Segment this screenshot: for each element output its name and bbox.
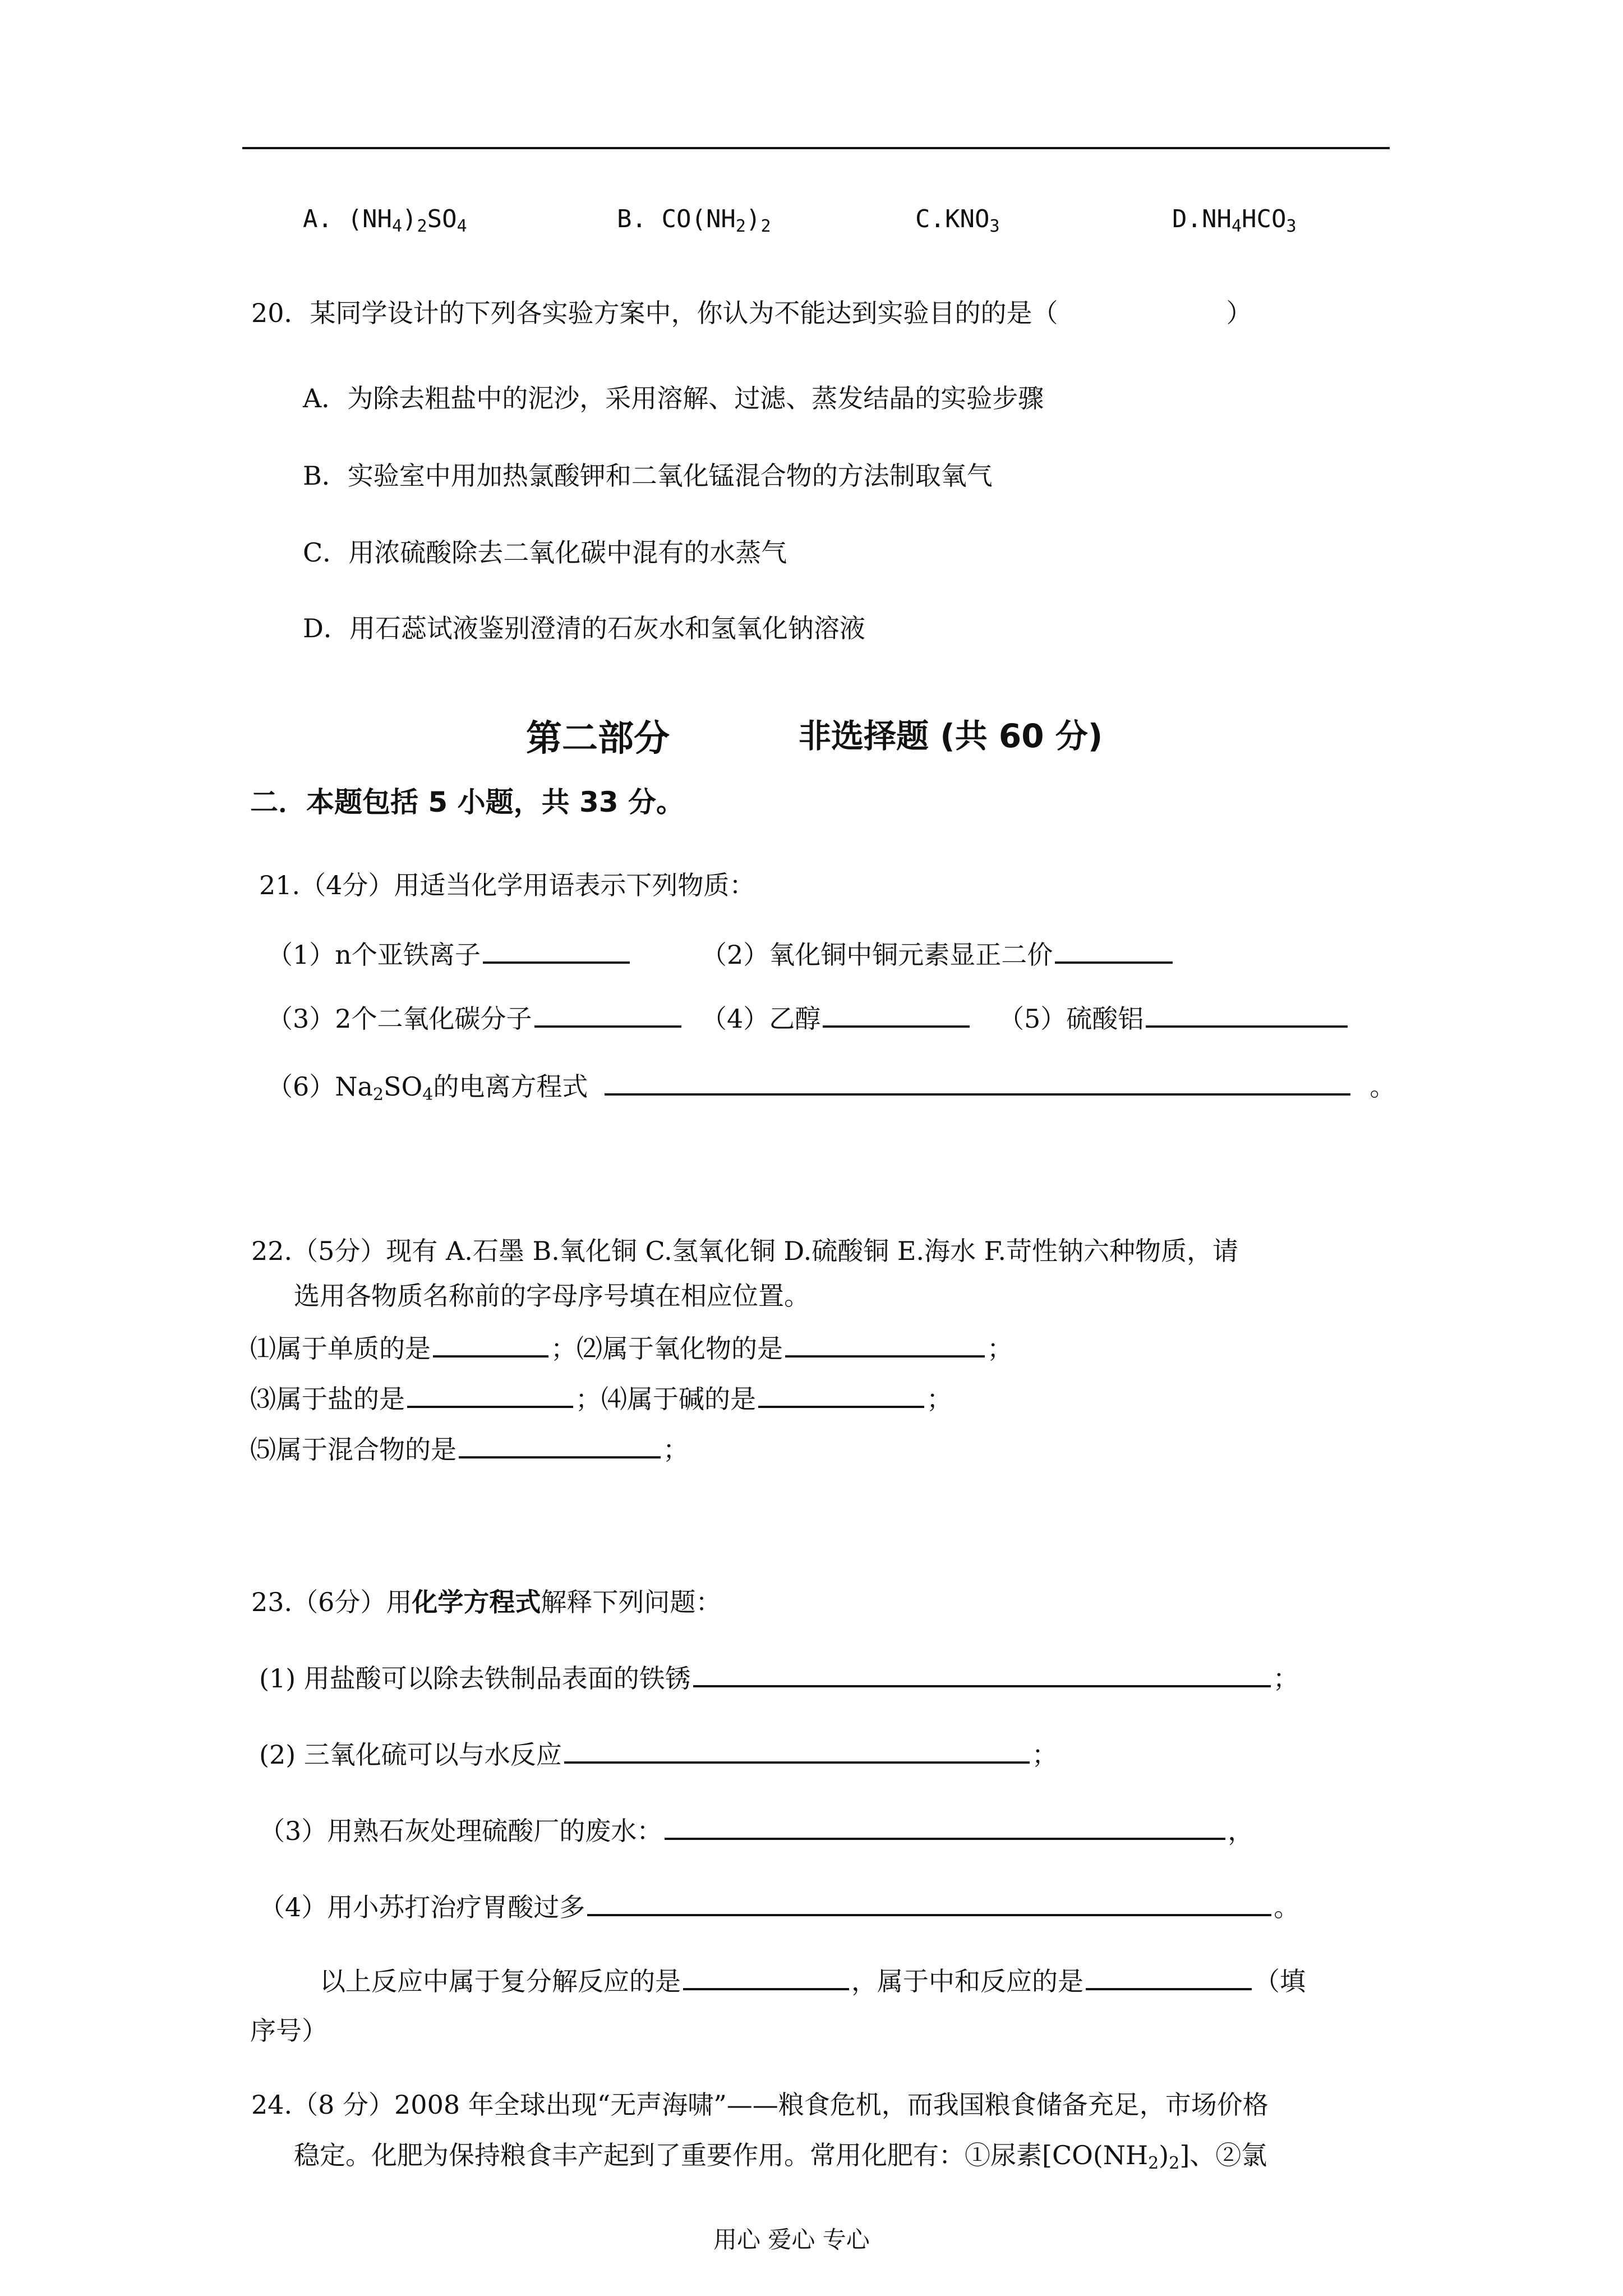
q22-row-3: ⑸属于混合物的是 ； xyxy=(250,1432,689,1466)
answer-blank[interactable] xyxy=(1055,937,1173,964)
part2-title-right: 非选择题 (共 60 分) xyxy=(799,717,1103,755)
q21-item-1: （1）n个亚铁离子 xyxy=(267,937,632,972)
q24-stem-line2: 稳定。化肥为保持粮食丰产起到了重要作用。常用化肥有：①尿素$[CO(NH_2)_2]$、②氯 xyxy=(294,2140,1267,2173)
q22-row-1: ⑴属于单质的是 ；⑵属于氧化物的是 ； xyxy=(250,1331,1013,1365)
q20-option-b: B．实验室中用加热氯酸钾和二氧化锰混合物的方法制取氧气 xyxy=(303,461,993,491)
answer-blank[interactable] xyxy=(785,1331,985,1358)
answer-blank[interactable] xyxy=(665,1813,1225,1840)
q24-stem-line1: 24.（8 分）2008 年全球出现“无声海啸”——粮食危机，而我国粮食储备充足，市场价格 xyxy=(251,2090,1269,2120)
q20-option-a: A．为除去粗盐中的泥沙，采用溶解、过滤、蒸发结晶的实验步骤 xyxy=(303,383,1044,413)
q19-option-a: A. $(NH_4)_2SO_4$ xyxy=(303,205,467,236)
answer-blank[interactable] xyxy=(407,1381,573,1408)
q23-item-3: （3）用熟石灰处理硫酸厂的废水： ， xyxy=(259,1813,1253,1848)
answer-blank[interactable] xyxy=(1146,1001,1348,1028)
answer-blank[interactable] xyxy=(587,1889,1271,1916)
section2-heading: 二．本题包括 5 小题，共 33 分。 xyxy=(250,786,684,818)
answer-blank[interactable] xyxy=(459,1432,661,1458)
q21-item-2: （2）氧化铜中铜元素显正二价 xyxy=(701,937,1175,972)
q20-option-d: D．用石蕊试液鉴别澄清的石灰水和氢氧化钠溶液 xyxy=(303,613,865,643)
q21-item-6: $(6)Na_2SO_4$的电离方程式 。 xyxy=(267,1069,1395,1103)
q19-option-d: $D.NH_4HCO_3$ xyxy=(1172,205,1297,236)
page-footer: 用心 爱心 专心 xyxy=(713,2226,870,2253)
answer-blank[interactable] xyxy=(758,1381,924,1408)
q22-row-2: ⑶属于盐的是 ；⑷属于碱的是 ； xyxy=(250,1381,952,1416)
answer-blank[interactable] xyxy=(564,1737,1030,1764)
q21-item-5: （5）硫酸铝 xyxy=(998,1001,1350,1036)
q20-stem: 20．某同学设计的下列各实验方案中，你认为不能达到实验目的的是（ ） xyxy=(251,298,1252,328)
answer-blank[interactable] xyxy=(683,1963,849,1990)
answer-blank[interactable] xyxy=(534,1001,681,1028)
q23-stem: 23.（6分）用化学方程式解释下列问题： xyxy=(251,1587,722,1617)
answer-blank[interactable] xyxy=(823,1001,970,1028)
q23-summary-cont: 序号） xyxy=(250,2016,328,2046)
part2-title-left: 第二部分 xyxy=(526,717,670,760)
q23-summary: 以上反应中属于复分解反应的是 ，属于中和反应的是 （填 xyxy=(320,1963,1306,1998)
q23-item-1: (1) 用盐酸可以除去铁制品表面的铁锈 ； xyxy=(259,1660,1299,1695)
answer-blank[interactable] xyxy=(433,1331,548,1358)
q21-item-3: （3）2个二氧化碳分子 xyxy=(267,1001,684,1036)
q22-stem-line2: 选用各物质名称前的字母序号填在相应位置。 xyxy=(294,1281,810,1311)
q20-option-c: C．用浓硫酸除去二氧化碳中混有的水蒸气 xyxy=(303,537,787,568)
q19-option-b: B. $CO(NH_2)_2$ xyxy=(617,205,771,236)
answer-blank[interactable] xyxy=(483,937,630,964)
q21-item-4: （4）乙醇 xyxy=(701,1001,972,1036)
q19-option-c: $C.KNO_3$ xyxy=(915,205,1000,236)
answer-blank[interactable] xyxy=(693,1660,1271,1687)
answer-blank[interactable] xyxy=(605,1069,1350,1096)
q23-item-4: （4）用小苏打治疗胃酸过多 。 xyxy=(259,1889,1299,1924)
q21-stem: 21.（4分）用适当化学用语表示下列物质： xyxy=(259,870,755,900)
q23-item-2: (2) 三氧化硫可以与水反应 ； xyxy=(259,1737,1058,1772)
header-rule xyxy=(242,147,1390,149)
answer-blank[interactable] xyxy=(1086,1963,1252,1990)
q22-stem-line1: 22.（5分）现有 A.石墨 B.氧化铜 C.氢氧化铜 D.硫酸铜 E.海水 F.苛性钠六种物质，请 xyxy=(251,1236,1239,1266)
